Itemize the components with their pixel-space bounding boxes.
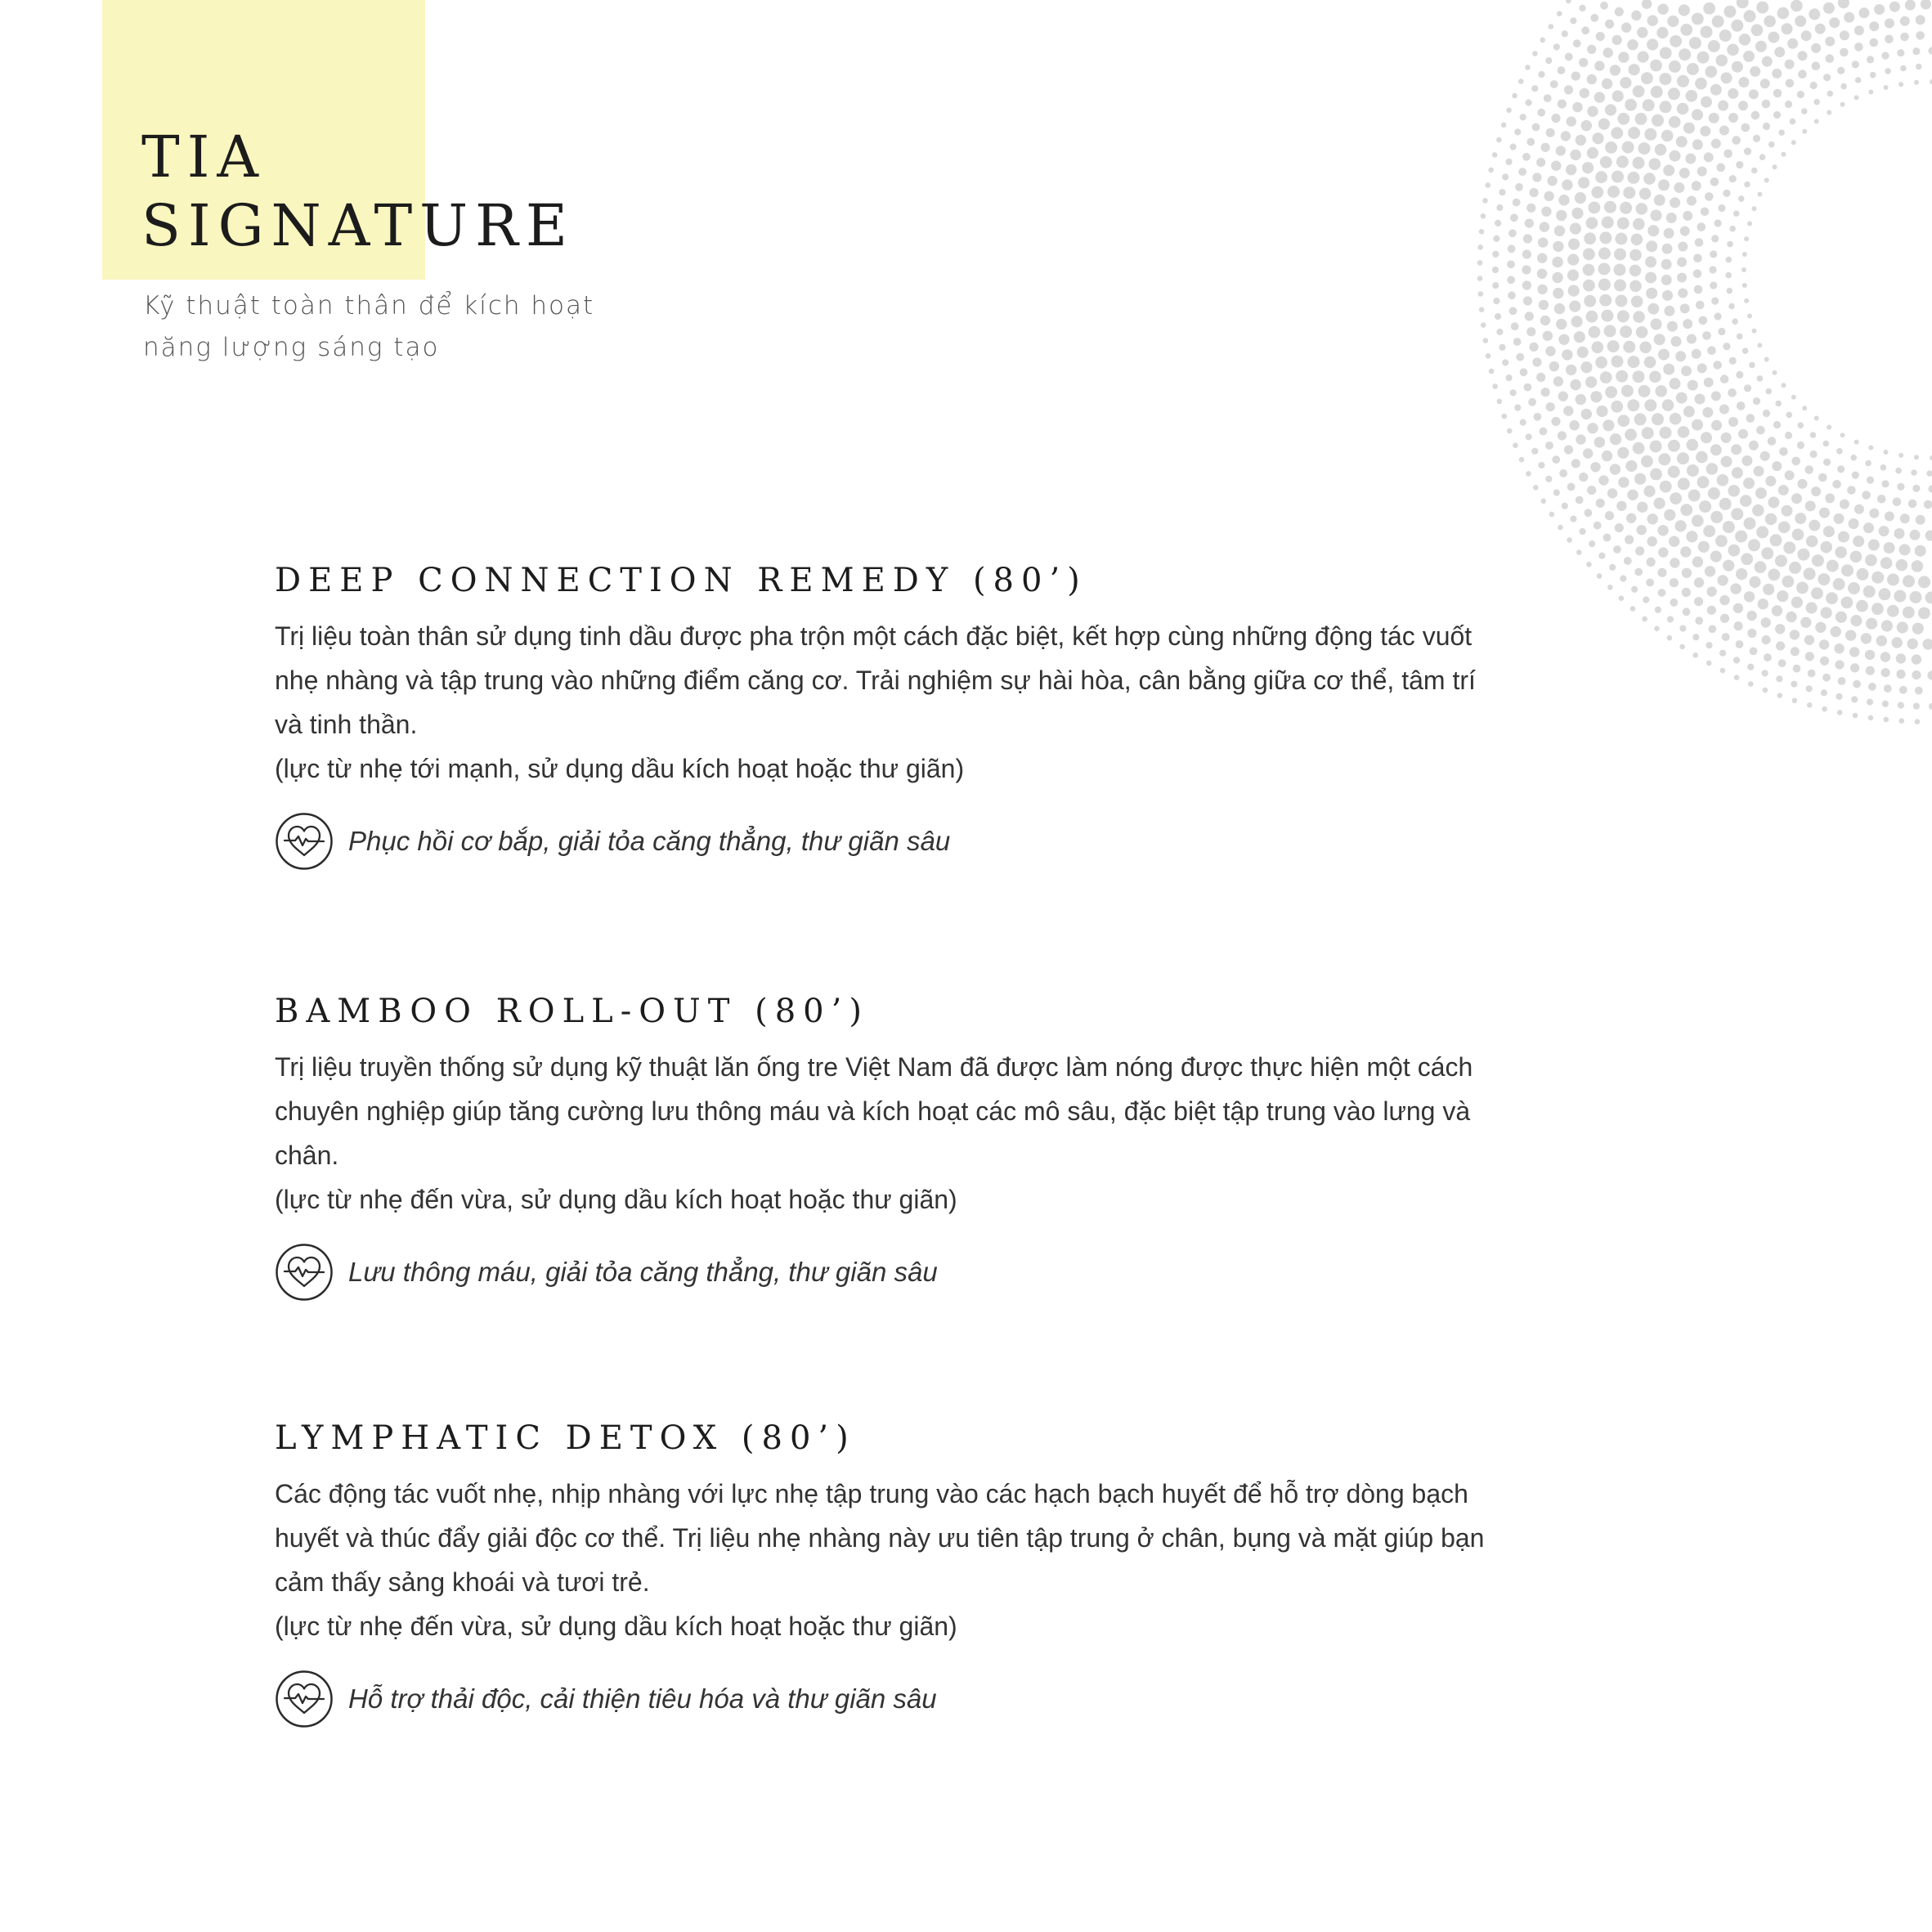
treatment-benefit-text: Lưu thông máu, giải tỏa căng thẳng, thư giãn sâu — [348, 1257, 938, 1287]
page-title — [141, 123, 575, 260]
treatment-title: DEEP CONNECTION REMEDY (80’) — [275, 562, 1087, 599]
treatment-description: Trị liệu truyền thống sử dụng kỹ thuật lăn ống tre Việt Nam đã được làm nóng được thực hiện một cách chuyên nghiệp giúp tăng cường lưu thông máu và kích hoạt các mô sâu, đặc biệt tập trung vào lưng và chân. — [275, 1052, 1473, 1170]
heart-pulse-icon — [275, 812, 334, 871]
treatment-note: (lực từ nhẹ đến vừa, sử dụng dầu kích hoạt hoặc thư giãn) — [275, 1185, 957, 1214]
treatment-description: Các động tác vuốt nhẹ, nhịp nhàng với lực nhẹ tập trung vào các hạch bạch huyết để hỗ trợ dòng bạch huyết và thúc đẩy giải độc cơ thể. Trị liệu nhẹ nhàng này ưu tiên tập trung ở chân, bụng và mặt giúp bạn cảm thấy sảng khoái và tươi trẻ. — [275, 1479, 1485, 1597]
treatment-note: (lực từ nhẹ tới mạnh, sử dụng dầu kích hoạt hoặc thư giãn) — [275, 754, 965, 783]
treatment-title: LYMPHATIC DETOX (80’) — [275, 1419, 856, 1457]
heart-pulse-icon — [275, 1243, 334, 1302]
page-title-line2: SIGNATURE — [141, 192, 575, 259]
treatment-benefit-text: Phục hồi cơ bắp, giải tỏa căng thẳng, thư giãn sâu — [348, 826, 951, 856]
treatment-deep-connection-remedy — [275, 558, 1501, 871]
treatment-description: Trị liệu toàn thân sử dụng tinh dầu được pha trộn một cách đặc biệt, kết hợp cùng những động tác vuốt nhẹ nhàng và tập trung vào những điểm căng cơ. Trải nghiệm sự hài hòa, cân bằng giữa cơ thể, tâm trí và tinh thần. — [275, 621, 1476, 739]
treatment-lymphatic-detox — [275, 1416, 1501, 1728]
treatment-bamboo-roll-out — [275, 989, 1501, 1302]
treatment-benefit-text: Hỗ trợ thải độc, cải thiện tiêu hóa và thư giãn sâu — [348, 1683, 937, 1714]
treatment-benefit — [275, 1243, 1501, 1302]
treatment-benefit — [275, 1670, 1501, 1728]
treatment-title: BAMBOO ROLL-OUT (80’) — [275, 993, 869, 1030]
heart-pulse-icon — [275, 1670, 334, 1728]
treatment-benefit — [275, 812, 1501, 871]
treatment-note: (lực từ nhẹ đến vừa, sử dụng dầu kích hoạt hoặc thư giãn) — [275, 1611, 957, 1641]
page-title-line1: TIA — [141, 123, 266, 191]
page-subtitle: Kỹ thuật toàn thân để kích hoạt năng lượng sáng tạo — [143, 291, 595, 362]
